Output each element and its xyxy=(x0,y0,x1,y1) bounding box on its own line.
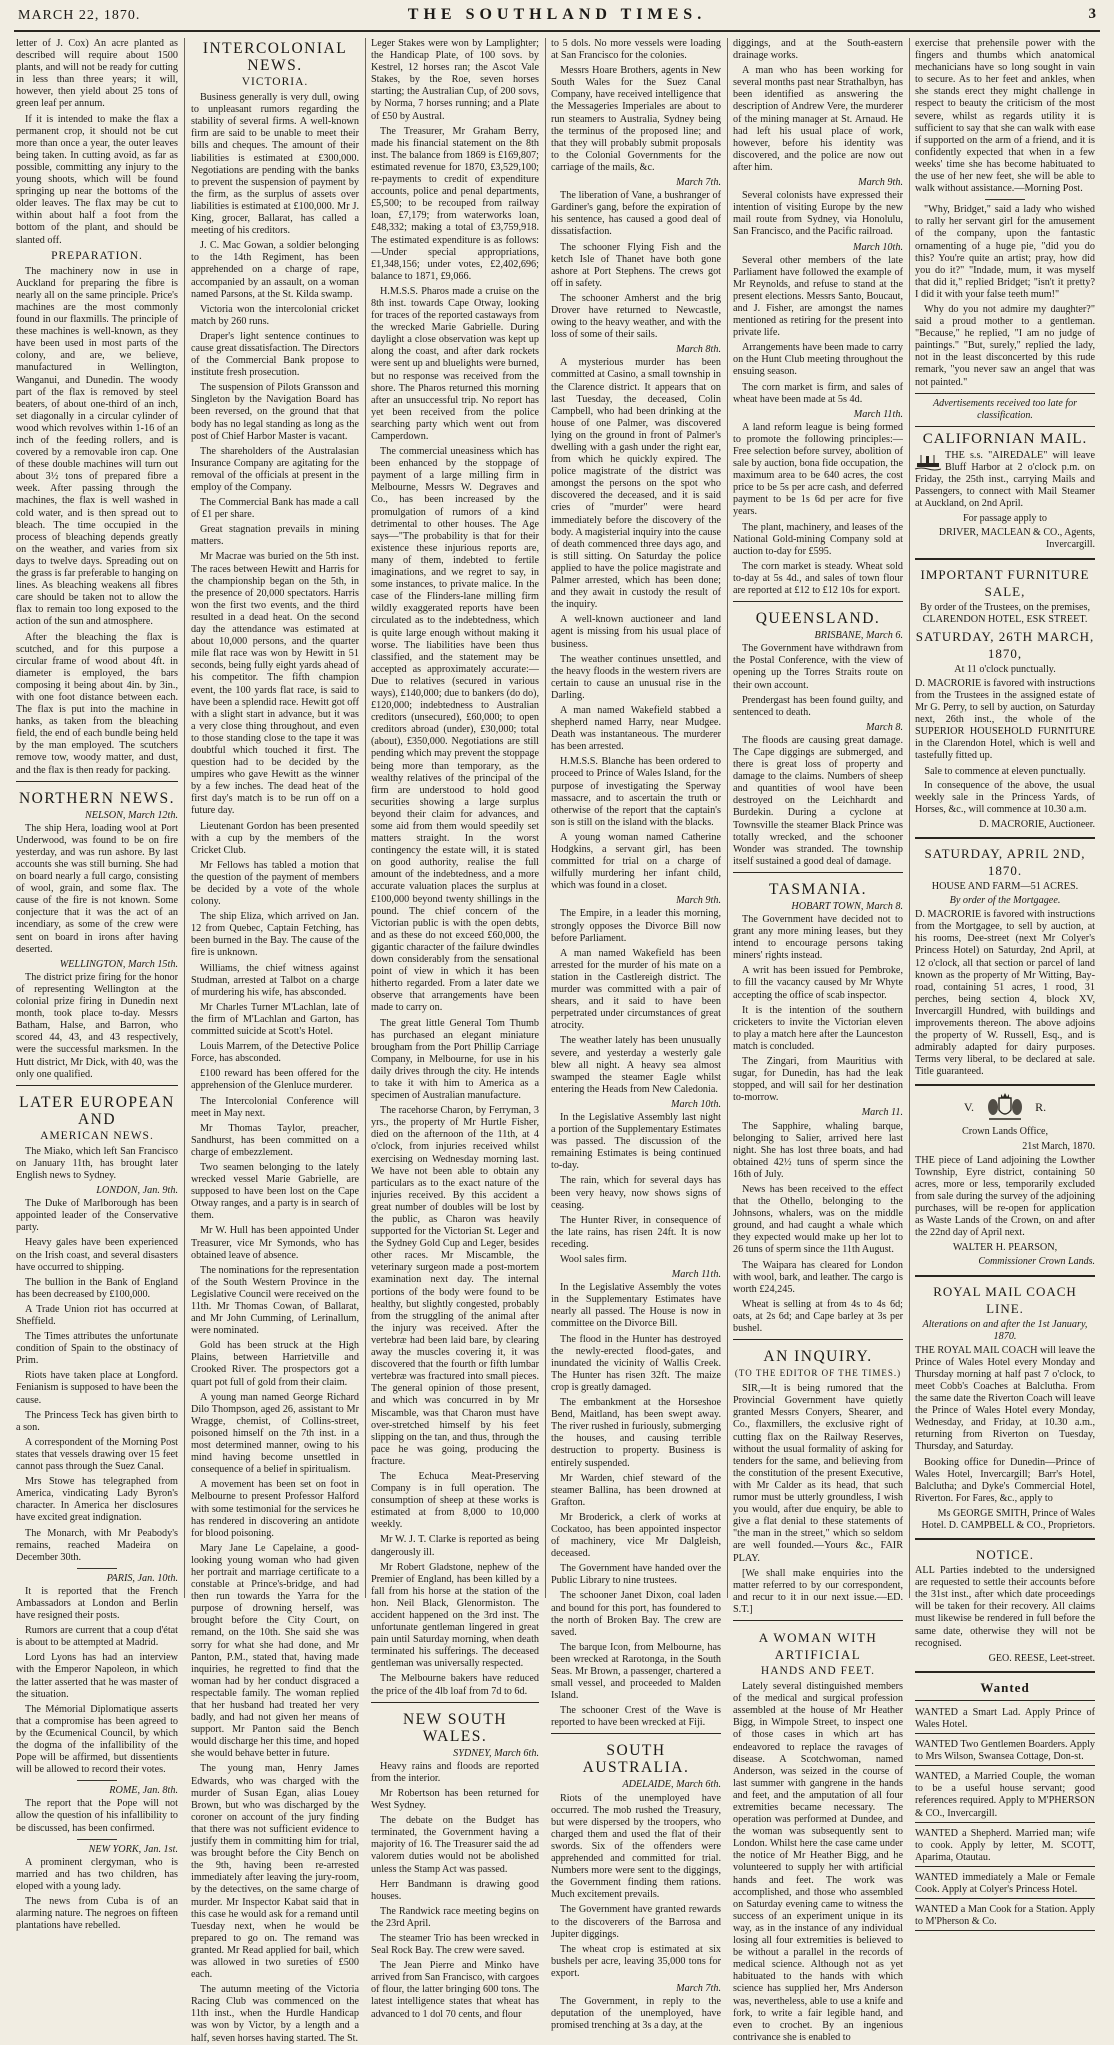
divider xyxy=(915,837,1095,839)
crest-letter: V. xyxy=(963,1100,974,1115)
column-rule xyxy=(909,38,910,1598)
crown-crest xyxy=(915,1092,1095,1122)
article-paragraph: It is reported that the French Ambassadors at London and Berlin have resigned their posts. xyxy=(16,1585,178,1622)
article-paragraph: "Why, Bridget," said a lady who wished to rally her servant girl for the amusement of the company, upon the fantastic ornamenting of a huge pie, "did you do this? You're quite an artist; pray, how did you do it?" "Indade, mum, it was myself that did it," replied Bridget; "isn't it pretty? I did it with your false teeth mum!" xyxy=(915,204,1095,300)
ad-heading: SATURDAY, APRIL 2ND, 1870. xyxy=(924,845,1086,878)
dateline: WELLINGTON, March 15th. xyxy=(59,958,178,970)
article-paragraph: The debate on the Budget has terminated, the Government having a majority of 16. The Treasurer said the ad valorem duties would not be abolished unless the Stamp Act was passed. xyxy=(371,1815,539,1875)
divider xyxy=(915,1538,1095,1540)
ad-heading: NOTICE. xyxy=(976,1547,1034,1563)
article-paragraph: Arrangements have been made to carry on the Hunt Club meeting throughout the ensuing season. xyxy=(733,342,903,378)
wanted-ad: WANTED a Shepherd. Married man; wife to cook. Apply by letter, M. SCOTT, Aparima, Otautau. xyxy=(915,1826,1095,1867)
ad-californian-mail xyxy=(915,450,1095,510)
divider xyxy=(985,199,1025,200)
article-paragraph: Victoria won the intercolonial cricket match by 260 runs. xyxy=(191,303,359,327)
article-paragraph: The Government have withdrawn from the Postal Conference, with the view of opening up the Torres Straits route on their own account. xyxy=(733,643,903,691)
column-1 xyxy=(16,38,178,1932)
article-paragraph: to 5 dols. No more vessels were loading at San Francisco for the colonies. xyxy=(551,38,721,62)
article-paragraph: The young man, Henry James Edwards, who was charged with the murder of Susan Egan, alias Louey Brown, but who was discharged by the coroner on account of the jury finding that there was not sufficient evidence to justify them in committing him for trial, was brought before the City Bench on the 9th, having been re-arrested immediately after leaving the jury-room, by the detectives, on the same charge of murder. Mr Inspector Kabat said that in this case he would ask for a remand until Tuesday next, when he would be prepared to go on. The remand was granted. Mr Read applied for bail, which was allowed in two sureties of £500 each. xyxy=(191,1763,359,1981)
article-paragraph: The Government, in reply to the deputation of the unemployed, have promised trenching at 3s a day, at the xyxy=(551,1996,721,2032)
dateline: ROME, Jan. 8th. xyxy=(109,1785,178,1797)
article-paragraph: Lord Lyons has had an interview with the Emperor Napoleon, in which the latter asserted that he was master of the situation. xyxy=(16,1652,178,1700)
article-paragraph: diggings, and at the South-eastern drainage works. xyxy=(733,38,903,62)
ad-body: D. MACRORIE is favored with instructions from the Mortgagee, to sell by auction, at his rooms, Dee-street (next Mr Colyer's Princess Hotel) on Saturday, 2nd April, at 12 o'clock, all that section or parcel of land known as the property of Mr Witting, Bay-road, containing 51 acres, 1 rood, 31 perches, being section 4, block XV, Invercargill Hundred, with buildings and improvements thereon. The above adjoins the property of W. Russell, Esq., and is admirably adapted for dairy purposes. Terms very liberal, to be declared at sale. Title guaranteed. xyxy=(915,909,1095,1078)
article-paragraph: Wool sales firm. xyxy=(560,1254,627,1265)
article-paragraph: Why do you not admire my daughter?" said a proud mother to a gentleman. "Because," he replied, "I am no judge of paintings." "But, surely," replied the lady, not in the least disconcerted by this rude remark, "you never saw an angel that was not painted." xyxy=(915,303,1095,388)
section-heading: NORTHERN NEWS. xyxy=(18,789,176,807)
wanted-ad: WANTED immediately a Male or Female Cook. Apply at Colyer's Princess Hotel. xyxy=(915,1870,1095,1899)
article-paragraph: The ship Eliza, which arrived on Jan. 12 from Quebec, Captain Fetching, has been burned in the Bay. The cause of the fire is unknown. xyxy=(191,911,359,959)
ad-body: In consequence of the above, the usual weekly sale in the Princess Yards, of Horses, &c., will commence at 10.30 a.m. xyxy=(915,779,1095,815)
article-paragraph: Mr W. J. T. Clarke is reported as being dangerously ill. xyxy=(371,1534,539,1558)
divider xyxy=(733,872,903,873)
late-ads-notice: Advertisements received too late for classification. xyxy=(932,397,1078,421)
wanted-ad: WANTED Two Gentlemen Boarders. Apply to Mrs Wilson, Swansea Cottage, Don-st. xyxy=(915,1737,1095,1766)
article-paragraph: The Duke of Marlborough has been appointed leader of the Conservative party. xyxy=(16,1198,178,1234)
article-paragraph: The Treasurer, Mr Graham Berry, made his financial statement on the 8th inst. The balance from 1869 is £169,807; estimated revenue for 1870, £3,529,100; re-payments to credit of expenditure accounts, police and penal departments, £5,500; to be recouped from railway loan, £7,179; from waterworks loan, £48,332; making a total of £3,759,918. The estimated expenditure is as follows:—Under special appropriations, £1,348,156; under votes, £2,402,696; balance to 1871, £9,066. xyxy=(371,125,539,282)
divider xyxy=(733,1620,903,1621)
ad-heading: ROYAL MAIL COACH LINE. xyxy=(933,1283,1077,1316)
column-2 xyxy=(191,38,359,2044)
article-paragraph: Prendergast has been found guilty, and sentenced to death. xyxy=(733,694,903,718)
column-rule xyxy=(727,38,728,1598)
article-paragraph: A land reform league is being formed to promote the following principles:—Free selection before survey, abolition of sale by auction, bona fide occupation, the maximum area to be 640 acres, the cost price to be 5s per acre cash, and deferred payment to be 1s 6d per acre for five years. xyxy=(733,421,903,518)
article-paragraph: A Trade Union riot has occurred at Sheffield. xyxy=(16,1303,178,1327)
article-paragraph: Mr Macrae was buried on the 5th inst. The races between Hewitt and Harris for the championship began on the 5th, in the presence of 20,000 spectators. Harris won the first two events, and the third resulted in a dead heat. On the second day the attendance was estimated at about 10,000 persons, and the quarter mile flat race was won by Hewitt in 51 seconds, being fully eight yards ahead of his competitor. The fifth champion event, the 100 yards flat race, is said to have been a splendid race. Hewitt got off with a slight start in advance, but it was a very close thing throughout, and even to those standing close to the tape it was doubtful which touched it first. The question had to be decided by the umpires who gave Hewitt as the winner by a few inches. The dead heat of the first day's match is to be run off on a future day. xyxy=(191,551,359,817)
column-3 xyxy=(371,38,539,2020)
article-paragraph: The floods are causing great damage. The Cape diggings are submerged, and there is great loss of property and damage to the claims. Numbers of sheep and quantities of wool have been destroyed on the Leichhardt and Burdekin. During a cyclone at Townsville the steamer Black Prince was totally wrecked, and the schooner Wonder was stranded. The township itself sustained a good deal of damage. xyxy=(733,734,903,867)
article-paragraph: The steamer Trio has been wrecked in Seal Rock Bay. The crew were saved. xyxy=(371,1932,539,1957)
page-number: 3 xyxy=(1088,6,1096,22)
crest-letter: R. xyxy=(1035,1100,1047,1115)
article-paragraph: H.M.S.S. Blanche has been ordered to proceed to Prince of Wales Island, for the purpose of investigating the Sperway massacre, and to ascertain the truth or otherwise of the report that the captain's son is still on the island with the blacks. xyxy=(551,756,721,828)
column-4 xyxy=(551,38,721,2032)
dateline: BRISBANE, March 6. xyxy=(814,630,903,642)
section-heading: SOUTH AUSTRALIA. xyxy=(582,1742,690,1777)
article-paragraph: Messrs Hoare Brothers, agents in New South Wales for the Suez Canal Company, have received intelligence that the Messageries Imperiales are about to run steamers to Australia, Sydney being the terminus of the proposed line; and that they will probably submit proposals to the Colonial Governments for the carriage of the mails, &c. xyxy=(551,65,721,173)
article-paragraph: A prominent clergyman, who is married and has two children, has eloped with a young lady. xyxy=(16,1856,178,1892)
article-paragraph: Lately several distinguished members of the medical and surgical profession assembled at the house of Mr Heather Bigg, in Wimpole Street, to inspect one of those cases in which art has endeavored to replace the ravages of disease. A Scotchwoman, named Anderson, was seized in the course of last summer with gangrene in the hands and feet, and the amputation of all four extremities became necessary. The operation was performed at Dundee, and the woman was subsequently sent to London. Whilst here the case came under the notice of Mr Heather Bigg, and he volunteered to supply her with artificial hands and feet. The work was accomplished, and those who assembled on Saturday evening came to witness the success of an experiment unique in its way, as in the instance of any individual losing all four extremities is believed to be without a parallel in the records of medical science. Although not as yet habituated to the hands with which science has supplied her, Mrs Anderson was, nevertheless, able to use a knife and fork, to write a fair legible hand, and even to crochet. By an ingenious contrivance she is enabled to xyxy=(733,1681,903,2043)
dateline: March 7th. xyxy=(676,177,721,189)
article-paragraph: Herr Bandmann is drawing good houses. xyxy=(371,1878,539,1902)
article-paragraph: The bullion in the Bank of England has been decreased by £100,000. xyxy=(16,1276,178,1300)
article-paragraph: The nominations for the representation of the South Western Province in the Legislative Council were received on the 11th. Mr Thomas Cowan, of Ballarat, and Mr John Cumming, of Lerinallum, were nominated. xyxy=(191,1264,359,1337)
divider xyxy=(915,393,1095,394)
divider xyxy=(915,1084,1095,1086)
article-paragraph: Rumors are current that a coup d'état is about to be attempted at Madrid. xyxy=(16,1625,178,1649)
section-heading: NEW SOUTH WALES. xyxy=(402,1710,508,1745)
article-paragraph: The schooner Janet Dixon, coal laden and bound for this port, has foundered to the north of Broken Bay. The crew are saved. xyxy=(551,1590,721,1638)
wanted-ad: WANTED a Smart Lad. Apply Prince of Wales Hotel. xyxy=(915,1705,1095,1734)
ad-signature: D. MACRORIE, Auctioneer. xyxy=(979,818,1095,830)
article-paragraph: News has been received to the effect that the Othello, belonging to the Johnsons, whalers, was on the middle ground, and had caught a whale which they expected would make up her lot to 26 tuns of sperm since the 11th August. xyxy=(733,1183,903,1256)
article-paragraph: Gold has been struck at the High Plains, between Harrietville and Crooked River. The prospectors got a quart pot full of gold from their claim. xyxy=(191,1340,359,1388)
divider xyxy=(551,1733,721,1734)
royal-coat-of-arms-icon xyxy=(985,1092,1025,1122)
ad-heading: CALIFORNIAN MAIL. xyxy=(922,430,1088,447)
dateline: March 8. xyxy=(866,721,903,733)
article-paragraph: The news from Cuba is of an alarming nature. The negroes on fifteen plantations have rebelled. xyxy=(16,1896,178,1932)
article-paragraph: A mysterious murder has been committed at Casino, a small township in the Clarence district. It appears that on last Tuesday, the deceased, Colin Campbell, who had been drinking at the house of one Palmer, was discovered lying on the ground in front of Palmer's dwelling with a gash under the right ear, from which he quickly expired. The police magistrate of the district was amongst the persons on the spot who discovered the deceased, and it is said cries of "murder" were heard immediately before the discovery of the body. A magisterial inquiry into the cause of death commenced three days ago, and is still sitting. On Saturday the police applied to have the police magistrate and Palmer arrested, which has been done; and they await in custody the result of the inquiry. xyxy=(551,357,721,611)
ad-signature: GEO. REESE, Leet-street. xyxy=(988,1652,1095,1664)
newspaper-title: THE SOUTHLAND TIMES. xyxy=(407,6,707,23)
article-paragraph: The Government have granted rewards to the discoverers of the Barrosa and Jupiter diggings. xyxy=(551,1904,721,1940)
column-rule xyxy=(545,38,546,1598)
article-paragraph: The corn market is firm, and sales of wheat have been made at 5s 4d. xyxy=(733,381,903,405)
article-paragraph: The Empire, in a leader this morning, strongly opposes the Divorce Bill now before Parliament. xyxy=(551,908,721,944)
dateline: March 10th. xyxy=(671,1098,721,1110)
column-rule xyxy=(184,38,185,1598)
article-paragraph: A man named Wakefield stabbed a shepherd named Harry, near Mudgee. Death was instantaneous. The murderer has been arrested. xyxy=(551,704,721,753)
article-paragraph: A man who has been working for several months past near Strathalbyn, has been identified as answering the description of Andrew Vere, the murderer of the mining manager at St. Arnaud. He had left his usual place of work, however, before his identity was discovered, and the police are now out after him. xyxy=(733,65,903,173)
article-paragraph: Mrs Stowe has telegraphed from America, vindicating Lady Byron's character. In America her disclosures have excited great indignation. xyxy=(16,1476,178,1524)
article-paragraph: Several colonists have expressed their intention of visiting Europe by the new mail route from Sydney, via Honolulu, San Francisco, and the Pacific railroad. xyxy=(733,190,903,238)
divider xyxy=(915,1671,1095,1673)
article-paragraph: The Echuca Meat-Preserving Company is in full operation. The consumption of sheep at these works is estimated at from 8,000 to 10,000 weekly. xyxy=(371,1470,539,1531)
dateline: HOBART TOWN, March 8. xyxy=(791,900,903,912)
article-paragraph: The rain, which for several days has been very heavy, now shows signs of ceasing. xyxy=(551,1175,721,1211)
article-paragraph: The great little General Tom Thumb has purchased an elegant miniature brougham from the Port Phillip Carriage Company, in Melbourne, for use in his daily drives through the city. He intends to take it with him to America as a specimen of Australian manufacture. xyxy=(371,1017,539,1102)
article-paragraph: The suspension of Pilots Gransson and Singleton by the Navigation Board has been reversed, on the ground that that body has no legal standing as long as the post of Chief Harbor Master is vacant. xyxy=(191,382,359,442)
article-paragraph: Mr Charles Turner M'Lachlan, late of the firm of M'Lachlan and Garton, has committed suicide at Scott's Hotel. xyxy=(191,1001,359,1038)
article-paragraph: The Government have decided not to grant any more mining leases, but they intend to encourage persons taking miners' rights instead. xyxy=(733,914,903,962)
article-paragraph: J. C. Mac Gowan, a soldier belonging to the 14th Regiment, has been apprehended on a charge of rape, accompanied by an assault, on a woman named Parsons, at the St. Kilda swamp. xyxy=(191,240,359,300)
article-paragraph: Mr Fellows has tabled a motion that the question of the payment of members be decided by a vote of the whole colony. xyxy=(191,859,359,908)
ad-signature: Commissioner Crown Lands. xyxy=(978,1256,1095,1268)
article-paragraph: Heavy rains and floods are reported from the interior. xyxy=(371,1760,539,1784)
article-paragraph: Business generally is very dull, owing to unpleasant rumors regarding the stability of several firms. A well-known firm are said to be unable to meet their bills and cheques. The amount of their liabilities is estimated at £300,000. Negotiations are pending with the banks to prevent the suspension of payment by the firm, as the surplus of assets over liabilities is estimated at £100,000. Mr J. King, grocer, Ballarat, has called a meeting of his creditors. xyxy=(191,92,359,237)
ad-body: D. MACRORIE is favored with instructions from the Trustees in the assigned estate of Mr G. Perry, to sell by auction, on Saturday next, 26th inst., the whole of the SUPERIOR HOUSEHOLD FURNITURE in the Clarendon Hotel, which is well and tastefully fitted up. xyxy=(915,677,1095,762)
article-paragraph: A movement has been set on foot in Melbourne to present Professor Halford with some testimonial for the services he has rendered in discovering an antidote for blood poisoning. xyxy=(191,1479,359,1539)
dateline: LONDON, Jan. 9th. xyxy=(96,1185,178,1197)
article-paragraph: The schooner Crest of the Wave is reported to have been wrecked at Fiji. xyxy=(551,1705,721,1729)
section-subheading: VICTORIA. xyxy=(241,76,309,88)
divider xyxy=(733,601,903,602)
divider xyxy=(915,1700,1095,1701)
article-paragraph: Mr Thomas Taylor, preacher, Sandhurst, has been committed on a charge of embezzlement. xyxy=(191,1122,359,1158)
article-paragraph: The Mémorial Diplomatique asserts that a compromise has been agreed to by the Œcumenical Council, by which the dogma of the infallibility of the Pope will be affirmed, but dissentients will be allowed to record their votes. xyxy=(16,1703,178,1776)
article-paragraph: The ship Hera, loading wool at Port Underwood, was found to be on fire yesterday, and was run ashore. By last accounts she was still burning. She had on board nearly a full cargo, consisting of wool, grain, and some flax. The cause of the fire is not known. Some conjecture that it was the act of an incendiary, as some of the crew were sent on board in irons after having deserted. xyxy=(16,822,178,955)
divider xyxy=(915,558,1095,560)
ad-signature: DRIVER, MACLEAN & CO., Agents, Invercargill. xyxy=(938,527,1095,551)
column-6 xyxy=(915,38,1095,1928)
article-paragraph: The Government have handed over the Public Library to nine trustees. xyxy=(551,1563,721,1587)
article-paragraph: The Monarch, with Mr Peabody's remains, reached Madeira on December 30th. xyxy=(16,1527,178,1563)
ad-heading: IMPORTANT FURNITURE SALE, xyxy=(920,566,1090,599)
article-paragraph: The autumn meeting of the Victoria Racing Club was commenced on the 11th inst., when the Hurdle Handicap was won by Victor, by a length and a half, seven horses having started. The St. xyxy=(191,1984,359,2044)
article-paragraph: The Intercolonial Conference will meet in May next. xyxy=(191,1095,359,1119)
article-paragraph: The wheat crop is estimated at six bushels per acre, leaving 35,000 tons for export. xyxy=(551,1943,721,1979)
article-paragraph: Heavy gales have been experienced on the Irish coast, and several disasters have occurred to shipping. xyxy=(16,1237,178,1273)
column-5 xyxy=(733,38,903,2043)
ad-line: Sale to commence at eleven punctually. xyxy=(924,765,1086,777)
article-paragraph: A young man named George Richard Dilo Thompson, aged 26, assistant to Mr Wragge, chemist, of Collins-street, poisoned himself on the 7th inst. in a most determined manner, owing to his mind having become unsettled in consequence of a belief in spiritualism. xyxy=(191,1391,359,1476)
article-paragraph: Two seamen belonging to the lately wrecked vessel Marie Gabrielle, are supposed to have been lost on the Cape Otway ranges, and a party is in search of them. xyxy=(191,1161,359,1222)
divider xyxy=(77,1839,117,1840)
dateline: March 9th. xyxy=(676,895,721,907)
divider xyxy=(915,426,1095,427)
section-subheading: HANDS AND FEET. xyxy=(760,1664,876,1677)
article-paragraph: [We shall make enquiries into the matter referred to by our correspondent, and recur to it in our next issue.—ED. S.T.] xyxy=(733,1567,903,1615)
article-paragraph: A correspondent of the Morning Post states that vessels drawing over 15 feet cannot pass through the Suez Canal. xyxy=(16,1436,178,1473)
article-paragraph: Mr Warden, chief steward of the steamer Ballina, has been drowned at Grafton. xyxy=(551,1472,721,1508)
divider xyxy=(77,1780,117,1781)
dateline: NEW YORK, Jan. 1st. xyxy=(88,1843,178,1855)
article-paragraph: Lieutenant Gordon has been presented with a cup by the members of the Cricket Club. xyxy=(191,820,359,856)
article-paragraph: The commercial uneasiness which has been enhanced by the stoppage of payment of a large milling firm in Melbourne, Messrs W. Degraves and Co., has been increased by the promulgation of rumors of a kind detrimental to other houses. The Age says—"The probability is that for their existence these injurious reports are, many of them, indebted to fertile imaginations, and we regret to say, in some instances, to private malice. In the case of the Flinders-lane milling firm wildly exaggerated reports have been circulated as to the indebtedness, which is quite large enough without making it worse. The liabilities have been thus classified, and the statement may be accepted as approximately accurate:—Due to relatives (secured in various ways), £140,000; due to bankers (do do), £120,000; indebtedness to Australian creditors (unsecured), £60,000; to open creditors abroad (under), £30,000; total (about), £350,000. Negotiations are still pending which may prevent the stoppage being more than temporary, as the wealthy relatives of the principal of the firm are understood to hold good securities showing a large surplus beyond their claim for advances, and some aid from them would speedily set matters straight. In the worst contingency the estate will, it is stated on good authority, realise the full amount of the indebtedness, and a more accurate valuation places the surplus at £100,000 beyond twenty shillings in the pound. The chief concern of the Victorian public is with the open debts, and as these do not exceed £60,000, the gigantic character of the failure dwindles down considerably from the sensational point of view in which it has been hitherto regarded. From a later date we observe that arrangements have been made to carry on. xyxy=(371,446,539,1014)
section-heading: A WOMAN WITH ARTIFICIAL xyxy=(758,1629,878,1662)
article-paragraph: If it is intended to make the flax a permanent crop, it should not be cut more than once a year, the outer leaves being taken. In cutting avoid, as far as possible, committing any injury to the young shoots, which will be found springing up near the bottoms of the older leaves. The flax may be cut to within about half a foot from the bottom of the plant, and should be slanted off. xyxy=(16,113,178,246)
article-paragraph: Mr Robertson has been returned for West Sydney. xyxy=(371,1787,539,1812)
ad-line: HOUSE AND FARM—51 ACRES. xyxy=(931,880,1079,892)
article-paragraph: exercise that prehensile power with the fingers and thumbs which anatomical mechanicians have so long sought in vain to secure. As to her feet and ankles, when she stands erect they might challenge in respect to beauty the criticism of the most severe, whilst as regards utility it is sufficient to say that she can walk with ease if supported on the arm of a friend, and it is confidently expected that when in a few weeks' time she has become habituated to the use of her new feet, she will be able to walk without assistance.—Morning Post. xyxy=(915,38,1095,195)
article-paragraph: In the Legislative Assembly the votes in the Supplementary Estimates have nearly all passed. The House is now in committee on the Divorce Bill. xyxy=(551,1282,721,1330)
section-heading: LATER EUROPEAN AND xyxy=(19,1093,175,1128)
article-paragraph: Mr Broderick, a clerk of works at Cockatoo, has been appointed inspector of machinery, vice Mr Dalgleish, deceased. xyxy=(551,1511,721,1560)
divider xyxy=(16,781,178,782)
ad-signature: WALTER H. PEARSON, xyxy=(952,1242,1058,1254)
wanted-ad: WANTED a Man Cook for a Station. Apply to M'Pherson & Co. xyxy=(915,1902,1095,1931)
ad-line: For passage apply to xyxy=(962,513,1048,525)
article-paragraph: The corn market is steady. Wheat sold to-day at 5s 4d., and sales of town flour are reported at £12 to £12 10s for export. xyxy=(733,560,903,597)
section-subheading: AMERICAN NEWS. xyxy=(40,1129,154,1142)
ad-line: By order of the Trustees, on the premises, CLARENDON HOTEL, ESK STREET. xyxy=(919,601,1091,625)
ad-body: THE ROYAL MAIL COACH will leave the Prince of Wales Hotel every Monday and Thursday morning at half past 7 o'clock, to meet Cobb's Coaches at Balclutha. From the same date the Riverton Coach will leave the Prince of Wales Hotel every Monday, Wednesday, and Friday, at 10.30 a.m., returning from Riverton on Tuesday, Thursday, and Saturday. xyxy=(915,1344,1095,1453)
column-rule xyxy=(365,38,366,1598)
article-paragraph: The embankment at the Horseshoe Bend, Maitland, has been swept away. The river rushed in furiously, submerging the houses, and causing terrible destruction to property. Business is entirely suspended. xyxy=(551,1397,721,1469)
article-paragraph: The shareholders of the Australasian Insurance Company are agitating for the removal of the officials at present in the employ of the Company. xyxy=(191,445,359,493)
article-paragraph: The schooner Amherst and the brig Drover have returned to Newcastle, owing to the heavy weather, and with the loss of some of their sails. xyxy=(551,292,721,341)
section-subheading: (TO THE EDITOR OF THE TIMES.) xyxy=(734,1368,902,1379)
steamship-icon xyxy=(915,452,941,472)
article-paragraph: Williams, the chief witness against Studman, arrested at Talbot on a charge of murdering his wife, has absconded. xyxy=(191,962,359,998)
article-paragraph: The flood in the Hunter has destroyed the newly-erected flood-gates, and inundated the vicinity of Wallis Creek. The Hunter has risen 32ft. The maize crop is greatly damaged. xyxy=(551,1333,721,1393)
article-paragraph: Several other members of the late Parliament have followed the example of Mr Reynolds, and refuse to stand at the present elections. Messrs Santo, Boucaut, and J. Fisher, are amongst the names mentioned as retiring for the present into private life. xyxy=(733,254,903,339)
ad-line: Alterations on and after the 1st January, 1870. xyxy=(922,1318,1088,1342)
article-paragraph: Great stagnation prevails in mining matters. xyxy=(191,524,359,548)
section-heading: INTERCOLONIAL NEWS. xyxy=(202,40,348,74)
article-paragraph: The Princess Teck has given birth to a son. xyxy=(16,1409,178,1433)
article-paragraph: The liberation of Vane, a bushranger of Gardiner's gang, before the expiration of his sentence, has caused a good deal of dissatisfaction. xyxy=(551,190,721,238)
article-paragraph: SIR,—It is being rumored that the Provincial Government have quietly granted Messrs Conyers, Shearer, and Co., flaxmillers, the exclusive right of cutting flax on the Railway Reserves, without the usual formality of asking for tenders for the same, and believing from the constitution of the present Executive, with Mr Calder as its head, that such rumor must be utterly groundless, I wish you would, after due enquiry, be able to give a flat denial to these statements of "the man in the street," which so seldom are well founded.—Yours &c., FAIR PLAY. xyxy=(733,1383,903,1564)
article-paragraph: The Hunter River, in consequence of the late rains, has risen 24ft. It is now receding. xyxy=(551,1214,721,1250)
ad-body: Booking office for Dunedin—Prince of Wales Hotel, Invercargill; Barr's Hotel, Balclutha; and Dyke's Commercial Hotel, Riverton. For Fares, &c., apply to xyxy=(915,1456,1095,1504)
section-heading: AN INQUIRY. xyxy=(763,1348,873,1366)
ad-body: THE piece of Land adjoining the Lowther Township, Eyre district, containing 50 acres, more or less, temporarily excluded from sale during the survey of the adjoining purchases, will be re-open for application as Waste Lands of the Crown, on and after the 22nd day of April next. xyxy=(915,1154,1095,1239)
dateline: ADELAIDE, March 6th. xyxy=(622,1779,721,1791)
article-paragraph: After the bleaching the flax is scutched, and for this purpose a circular frame of wood about 4ft. in diameter is employed, the bars composing it being about 4in. by 3in., with one foot distance between each. The flax is put into the machine in hanks, as taken from the bleaching field, the end of each bundle being held by the man employed. The scutchers remove tow, woody matter, and dust, and the flax is then ready for packing. xyxy=(16,631,178,776)
article-paragraph: The schooner Flying Fish and the ketch Isle of Thanet have both gone ashore at Port Stephens. The crews got off in safety. xyxy=(551,241,721,289)
article-paragraph: Leger Stakes were won by Lamplighter; the Handicap Plate, of 100 sovs. by Kestrel, 12 horses ran; the Ascot Vale Stakes, by the Roe, seven horses starting; the Australian Cup, of 200 sovs, by Norma, 7 horses running; and a Plate of £50 by Austral. xyxy=(371,38,539,122)
article-paragraph: Riots of the unemployed have occurred. The mob rushed the Treasury, but were dispersed by the troopers, who charged them and used the flat of their swords. Six of the offenders were apprehended and committed for trial. Numbers more were sent to the diggings, the Government finding them rations. Much excitement prevails. xyxy=(551,1792,721,1901)
dateline: SYDNEY, March 6th. xyxy=(453,1747,539,1759)
ad-line: 21st March, 1870. xyxy=(1022,1140,1095,1152)
ad-line: At 11 o'clock punctually. xyxy=(954,663,1056,675)
ad-body: THE s.s. "AIREDALE" will leave Bluff Harbor at 2 o'clock p.m. on Friday, the 25th inst., carrying Mails and Passengers, to connect with Mail Steamer at Auckland, on 2nd April. xyxy=(915,449,1095,510)
dateline: March 11th. xyxy=(671,1269,721,1281)
dateline: NELSON, March 12th. xyxy=(84,809,178,821)
article-paragraph: It is the intention of the southern cricketers to invite the Victorian eleven to play a match here after the Launceston match is concluded. xyxy=(733,1004,903,1052)
article-paragraph: The report that the Pope will not allow the question of his infallibility to be discussed, has been confirmed. xyxy=(16,1798,178,1834)
ad-line: Crown Lands Office, xyxy=(961,1126,1049,1138)
article-paragraph: Wheat is selling at from 4s to 4s 6d; oats, at 2s 6d; and Cape barley at 3s per bushel. xyxy=(733,1298,903,1334)
dateline: March 9th. xyxy=(858,177,903,189)
ad-signature: Ms GEORGE SMITH, Prince of Wales Hotel. D. CAMPBELL & CO., Proprietors. xyxy=(921,1507,1095,1531)
article-paragraph: H.M.S.S. Pharos made a cruise on the 8th inst. towards Cape Otway, looking for traces of the reported castaways from the wrecked Marie Gabrielle. During daylight a close observation was kept up along the coast, and after dark rockets were sent up and bluelights were burned, but no response was received from the shore. The Pharos returned this morning after an unsuccessful trip. No report has yet been received from the police searching party which went out from Camperdown. xyxy=(371,285,539,442)
article-paragraph: The barque Icon, from Melbourne, has been wrecked at Rarotonga, in the South Seas. Mr Brown, a passenger, chartered a small vessel, and proceeded to Malden Island. xyxy=(551,1641,721,1702)
section-heading: QUEENSLAND. xyxy=(755,610,881,628)
ad-line: By order of the Mortgagee. xyxy=(949,895,1061,907)
article-paragraph: letter of J. Cox) An acre planted as described will require about 1500 plants, and will not be ready for cutting in less than three years; it will, however, then yield about 25 tons of green leaf per annum. xyxy=(16,38,178,110)
ad-heading: SATURDAY, 26TH MARCH, 1870, xyxy=(915,628,1095,661)
article-paragraph: The Randwick race meeting begins on the 23rd April. xyxy=(371,1905,539,1929)
article-paragraph: The weather continues unsettled, and the heavy floods in the western rivers are certain to cause an unusual rise in the Darling. xyxy=(551,653,721,701)
article-paragraph: Riots have taken place at Longford. Fenianism is supposed to have been the cause. xyxy=(16,1370,178,1406)
article-paragraph: The Sapphire, whaling barque, belonging to Salier, arrived here last night. She has lost three boats, and had obtained 42½ tuns of sperm since the 16th of July. xyxy=(733,1120,903,1180)
article-paragraph: The Commercial Bank has made a call of £1 per share. xyxy=(191,497,359,521)
article-paragraph: Mary Jane Le Capelaine, a good-looking young woman who had given her portrait and marriage certificate to a constable at Prince's-bridge, and had then run towards the Yarra for the purpose of drowning herself, was brought before the City Court, on remand, on the 10th. She said she was sorry for what she had done, and Mr Panton, P.M., stated that, having made inquiries, he regretted to find that the woman had by her conduct disgraced a respectable family. The woman replied that her husband had treated her very badly, and had not given her means of support. Mr Panton said the Bench would discharge her this time, and hoped she would behave better in future. xyxy=(191,1542,359,1760)
article-paragraph: A writ has been issued for Pembroke, to fill the vacancy caused by Mr Whyte accepting the office of scab inspector. xyxy=(733,965,903,1001)
wanted-heading: Wanted xyxy=(980,1679,1030,1695)
divider xyxy=(16,1085,178,1086)
masthead xyxy=(14,4,1100,32)
article-paragraph: The Jean Pierre and Minko have arrived from San Francisco, with cargoes of flour, the latter bringing 600 tons. The latest intelligence states that wheat has advanced to 1 dol 70 cents, and flour xyxy=(371,1960,539,2020)
wanted-ad: WANTED, a Married Couple, the woman to be a useful house servant; good references required. Apply to M'PHERSON & CO., Invercargill. xyxy=(915,1769,1095,1822)
divider xyxy=(915,1275,1095,1277)
article-paragraph: A young woman named Catherine Hodgkins, a servant girl, has been committed for trial on a charge of wilfully murdering her infant child, which was found in a closet. xyxy=(551,831,721,892)
issue-date: MARCH 22, 1870. xyxy=(18,8,141,23)
dateline: March 11th. xyxy=(853,408,903,420)
dateline: PARIS, Jan. 10th. xyxy=(106,1572,178,1584)
article-paragraph: The district prize firing for the honor of representing Wellington at the colonial prize firing in Dunedin next month, took place to-day. Messrs Batham, Halse, and Barron, who scored 44, 43, and 43 respectively, were the successful marksmen. In the Hutt district, Mr Dick, with 40, was the only one qualified. xyxy=(16,971,178,1080)
dateline: March 8th. xyxy=(676,344,721,356)
article-paragraph: The Melbourne bakers have reduced the price of the 4lb loaf from 7d to 6d. xyxy=(371,1673,539,1697)
article-paragraph: The Miako, which left San Francisco on January 11th, has brought later English news to Sydney. xyxy=(16,1145,178,1181)
article-paragraph: Mr W. Hull has been appointed Under Treasurer, vice Mr Symonds, who has obtained leave of absence. xyxy=(191,1225,359,1261)
dateline: March 11. xyxy=(861,1107,903,1119)
dateline: March 7th. xyxy=(676,1982,721,1994)
article-paragraph: £100 reward has been offered for the apprehension of the Glenluce murderer. xyxy=(191,1068,359,1092)
article-paragraph: The Times attributes the unfortunate condition of Spain to the obstinacy of Prim. xyxy=(16,1331,178,1367)
article-paragraph: The Waipara has cleared for London with wool, bark, and leather. The cargo is worth £24,245. xyxy=(733,1259,903,1295)
article-paragraph: Louis Marrem, of the Detective Police Force, has absconded. xyxy=(191,1041,359,1065)
divider xyxy=(77,1568,117,1569)
article-paragraph: A man named Wakefield has been arrested for the murder of his mate on a station in the Castlereigh district. The murder was committed with a pair of shears, and it said to have been perpetrated under circumstances of great atrocity. xyxy=(551,947,721,1032)
divider xyxy=(371,1702,539,1703)
article-paragraph: In the Legislative Assembly last night a portion of the Supplementary Estimates was passed. The discussion of the remaining Estimates is being continued to-day. xyxy=(551,1111,721,1172)
article-paragraph: Draper's light sentence continues to cause great dissatisfaction. The Directors of the Commercial Bank propose to institute fresh prosecution. xyxy=(191,330,359,379)
section-heading: TASMANIA. xyxy=(769,880,867,898)
article-paragraph: The weather lately has been unusually severe, and yesterday a westerly gale blew all night. A heavy sea almost swamped the steamer Eagle whilst entering the Heads from New Caledonia. xyxy=(551,1035,721,1095)
article-paragraph: The Zingari, from Mauritius with sugar, for Dunedin, has had the leak stopped, and will sail for her destination to-morrow. xyxy=(733,1056,903,1104)
article-paragraph: Mr Robert Gladstone, nephew of the Premier of England, has been killed by a fall from his horse at the station of the hon. Neil Black, Glenormiston. The accident happened on the 3rd inst. The unfortunate gentleman lingered in great pain until Saturday morning, when death terminated his sufferings. The deceased gentleman was universally respected. xyxy=(371,1561,539,1670)
ad-body: ALL Parties indebted to the undersigned are requested to settle their accounts before the 31st inst., after which date proceedings will be taken for their recovery. All claims must likewise be rendered in full before the same date, otherwise they will not be recognised. xyxy=(915,1565,1095,1649)
divider xyxy=(733,1339,903,1340)
article-paragraph: The racehorse Charon, by Ferryman, 3 yrs., the property of Mr Hurtle Fisher, died on the afternoon of the 11th, at 4 o'clock, from injuries received whilst exercising on Wednesday morning last. We have not been able to obtain any particulars as to the exact nature of the injuries received. By this accident a great number of doubles will be lost by the public, as Charon was heavily supported for the Victorian St. Leger and the Sydney Gold Cup and Leger, besides other races. Mr Miscamble, the veterinary surgeon made a post-mortem examination next day. The internal portions of the body were found to be healthy, but slightly congested, probably from the struggling of the animal after the injury was received. After the vertebræ had been laid bare, by clearing away the muscles covering it, it was discovered that the fourth or fifth lumbar vertebræ was fractured into small pieces. The general opinion of those present, and which was concurred in by Mr Miscamble, was that Charon must have over-stretched himself by his feet slipping on the tan, and thus, through the pace he was going, producing the fracture. xyxy=(371,1105,539,1467)
dateline: March 10th. xyxy=(853,241,903,253)
section-subheading: PREPARATION. xyxy=(51,249,143,262)
article-paragraph: The plant, machinery, and leases of the National Gold-mining Company sold at auction to-day for £595. xyxy=(733,521,903,557)
article-paragraph: The machinery now in use in Auckland for preparing the fibre is nearly all on the same principle. Price's machines are the most commonly found in our flaxmills. The principle of these machines is well-known, as they have been used in most parts of the colony, and are, we believe, manufactured in Wellington, Wanganui, and Dunedin. The woody part of the flax is removed by steel beaters, of about one-third of an inch, set diagonally in a circular cylinder of wood which revolves within 1-16 of an inch of the feeding rollers, and is covered by a removable iron cap. One of these double machines will turn out about 3½ tons of prepared fibre a week. After passing through the machines, the flax is well washed in cold water, and is then spread out to bleach. The time occupied in the process of bleaching depends greatly on the weather, and varies from six days to twelve days. Spreading out on the grass is far preferable to hanging on lines. As bleaching weakens all fibres care should be taken not to allow the flax to remain too long exposed to the action of the sun and atmosphere. xyxy=(16,265,178,628)
article-paragraph: A well-known auctioneer and land agent is missing from his usual place of business. xyxy=(551,614,721,650)
